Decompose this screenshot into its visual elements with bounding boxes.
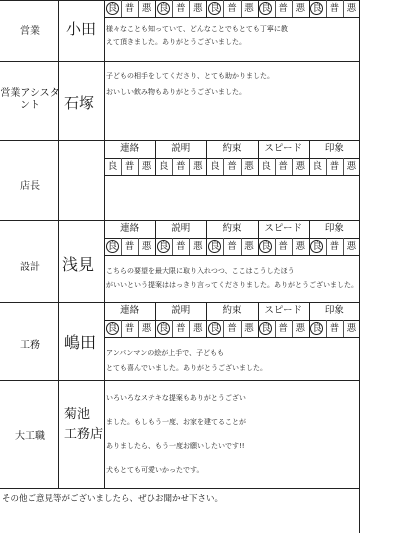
rating-divider <box>172 320 173 337</box>
comment-line: がいいという提案ははっきり言ってくださりました。ありがとうございました。 <box>106 281 358 289</box>
rating-option-bad[interactable]: 悪 <box>141 241 152 252</box>
rating-divider <box>343 0 344 17</box>
rating-category-label: 印象 <box>324 143 344 154</box>
rating-divider <box>292 0 293 17</box>
rating-option-good[interactable]: 良 <box>208 320 222 337</box>
signature: 嶋田 <box>64 333 97 352</box>
rating-category-label: 説明 <box>171 305 191 316</box>
role-label: 設計 <box>20 262 40 273</box>
comment-line: おいしい飲み物もありがとうございました。 <box>106 88 246 96</box>
rating-divider <box>343 320 344 337</box>
rating-divider <box>189 320 190 337</box>
rating-divider <box>326 158 327 175</box>
rating-divider <box>292 238 293 255</box>
row-divider <box>0 61 360 62</box>
rating-option-good[interactable]: 良 <box>210 161 220 172</box>
rating-category-label: 連絡 <box>120 305 140 316</box>
rating-option-bad[interactable]: 悪 <box>141 323 152 334</box>
rating-divider <box>275 158 276 175</box>
rating-option-good[interactable]: 良 <box>208 0 222 17</box>
comment-line: アンパンマンの絵が上手で、子どもも <box>106 349 225 357</box>
rating-option-good[interactable]: 良 <box>312 161 323 172</box>
rating-divider <box>138 320 139 337</box>
rating-option-bad[interactable]: 悪 <box>295 323 305 334</box>
rating-divider <box>343 158 344 175</box>
rating-option-bad[interactable]: 悪 <box>295 241 305 252</box>
rating-option-average[interactable]: 普 <box>278 161 288 172</box>
rating-option-average[interactable]: 普 <box>329 161 340 172</box>
rating-option-average[interactable]: 普 <box>278 323 288 334</box>
rating-option-bad[interactable]: 悪 <box>244 161 254 172</box>
comment-line: 子どもの相手をしてくださり、とても助かりました。 <box>106 72 274 80</box>
rating-option-bad[interactable]: 悪 <box>295 3 305 14</box>
rating-option-average[interactable]: 普 <box>227 161 237 172</box>
rating-divider <box>343 238 344 255</box>
rating-option-good[interactable]: 良 <box>208 238 222 255</box>
signature: 浅見 <box>62 255 95 274</box>
rating-category-label: 約束 <box>222 305 242 316</box>
rating-divider <box>121 320 122 337</box>
rating-option-bad[interactable]: 悪 <box>193 3 203 14</box>
rating-option-good[interactable]: 良 <box>158 161 169 172</box>
rating-divider <box>104 175 360 176</box>
comment-line: 様々なことも知っていて、どんなことでもとても丁寧に教 <box>106 25 288 33</box>
rating-option-average[interactable]: 普 <box>176 323 186 334</box>
rating-divider <box>172 0 173 17</box>
rating-option-good[interactable]: 良 <box>106 238 120 255</box>
rating-category-label: 連絡 <box>120 223 140 234</box>
rating-option-average[interactable]: 普 <box>124 3 135 14</box>
comment <box>106 346 267 376</box>
rating-divider <box>292 158 293 175</box>
role-label: 営業 <box>20 26 40 37</box>
rating-divider <box>189 158 190 175</box>
role-label: 大工職 <box>15 431 45 442</box>
rating-divider <box>189 0 190 17</box>
rating-divider <box>223 320 224 337</box>
rating-divider <box>121 0 122 17</box>
rating-option-average[interactable]: 普 <box>227 3 237 14</box>
rating-option-bad[interactable]: 悪 <box>346 241 357 252</box>
rating-option-bad[interactable]: 悪 <box>295 161 305 172</box>
comment-line: ました。もしもう一度、お家を建てることが <box>106 418 246 426</box>
rating-option-bad[interactable]: 悪 <box>346 3 357 14</box>
rating-option-good[interactable]: 良 <box>310 238 324 255</box>
rating-divider <box>326 0 327 17</box>
signature: 菊池 工務店 <box>64 407 104 442</box>
rating-option-good[interactable]: 良 <box>106 320 120 337</box>
rating-option-average[interactable]: 普 <box>124 161 135 172</box>
row-divider <box>0 380 360 381</box>
rating-category-label: スピード <box>264 143 302 154</box>
comment <box>106 264 358 292</box>
rating-option-good[interactable]: 良 <box>310 0 324 17</box>
rating-divider <box>326 238 327 255</box>
rating-category-label: 印象 <box>324 305 344 316</box>
rating-option-bad[interactable]: 悪 <box>193 241 203 252</box>
rating-category-label: 説明 <box>171 223 191 234</box>
rating-divider <box>292 320 293 337</box>
rating-option-good[interactable]: 良 <box>107 161 118 172</box>
rating-divider <box>138 158 139 175</box>
rating-option-average[interactable]: 普 <box>176 3 186 14</box>
rating-option-average[interactable]: 普 <box>227 241 237 252</box>
comment-line: いろいろなステキな提案もありがとうござい <box>106 394 246 402</box>
rating-option-good[interactable]: 良 <box>157 238 171 255</box>
rating-divider <box>172 238 173 255</box>
rating-option-average[interactable]: 普 <box>329 323 340 334</box>
comment-line: ありましたら、もう一度お願いしたいです!! <box>106 442 245 450</box>
rating-option-good[interactable]: 良 <box>157 0 171 17</box>
comment <box>106 386 246 482</box>
rating-divider <box>189 238 190 255</box>
rating-divider <box>104 17 360 18</box>
rating-option-bad[interactable]: 悪 <box>346 323 357 334</box>
rating-option-bad[interactable]: 悪 <box>141 161 152 172</box>
rating-category-label: 説明 <box>171 143 191 154</box>
rating-option-good[interactable]: 良 <box>157 320 171 337</box>
rating-option-good[interactable]: 良 <box>310 320 324 337</box>
rating-option-average[interactable]: 普 <box>124 323 135 334</box>
rating-divider <box>275 0 276 17</box>
rating-option-average[interactable]: 普 <box>176 161 186 172</box>
rating-option-bad[interactable]: 悪 <box>244 3 254 14</box>
comment <box>106 23 288 49</box>
rating-divider <box>223 158 224 175</box>
rating-option-average[interactable]: 普 <box>278 241 288 252</box>
rating-category-label: 約束 <box>222 143 242 154</box>
rating-divider <box>104 337 360 338</box>
rating-option-average[interactable]: 普 <box>227 323 237 334</box>
rating-option-bad[interactable]: 悪 <box>193 161 203 172</box>
col-divider <box>58 0 59 488</box>
rating-option-average[interactable]: 普 <box>124 241 135 252</box>
rating-option-bad[interactable]: 悪 <box>141 3 152 14</box>
rating-option-average[interactable]: 普 <box>329 241 340 252</box>
rating-option-good[interactable]: 良 <box>106 0 120 17</box>
footer-note: その他ご意見等がございましたら、ぜひお聞かせ下さい。 <box>2 494 224 504</box>
rating-divider <box>104 255 360 256</box>
rating-option-bad[interactable]: 悪 <box>244 241 254 252</box>
rating-divider <box>138 238 139 255</box>
comment <box>106 68 274 100</box>
rating-divider <box>223 238 224 255</box>
row-divider <box>0 488 360 489</box>
rating-divider <box>172 158 173 175</box>
rating-category-label: スピード <box>264 223 302 234</box>
role-label: 営業アシスタント <box>0 88 60 111</box>
signature: 小田 <box>66 20 97 38</box>
role-label: 店長 <box>20 181 40 192</box>
rating-divider <box>138 0 139 17</box>
comment-line: とても喜んでいました。ありがとうございました。 <box>106 364 267 372</box>
rating-divider <box>121 158 122 175</box>
rating-divider <box>121 238 122 255</box>
rating-divider <box>275 238 276 255</box>
comment-line: えて頂きました。ありがとうございました。 <box>106 38 246 46</box>
role-label: 工務 <box>20 340 40 351</box>
rating-divider <box>326 320 327 337</box>
rating-divider <box>241 158 242 175</box>
rating-category-label: スピード <box>264 305 302 316</box>
rating-option-good[interactable]: 良 <box>259 0 273 17</box>
rating-option-good[interactable]: 良 <box>259 238 273 255</box>
rating-option-good[interactable]: 良 <box>259 320 273 337</box>
rating-option-bad[interactable]: 悪 <box>244 323 254 334</box>
rating-category-label: 印象 <box>324 223 344 234</box>
rating-divider <box>241 238 242 255</box>
rating-option-good[interactable]: 良 <box>261 161 271 172</box>
rating-divider <box>241 0 242 17</box>
signature: 石塚 <box>64 94 95 112</box>
rating-divider <box>241 320 242 337</box>
comment-line: 犬もとても可愛いかったです。 <box>106 466 204 474</box>
rating-option-average[interactable]: 普 <box>278 3 288 14</box>
rating-option-average[interactable]: 普 <box>329 3 340 14</box>
rating-divider <box>275 320 276 337</box>
rating-option-average[interactable]: 普 <box>176 241 186 252</box>
rating-divider <box>223 0 224 17</box>
rating-category-label: 連絡 <box>120 143 140 154</box>
rating-category-label: 約束 <box>222 223 242 234</box>
rating-option-bad[interactable]: 悪 <box>346 161 357 172</box>
comment-line: こちらの要望を最大限に取り入れつつ、ここはこうしたほう <box>106 267 295 275</box>
rating-option-bad[interactable]: 悪 <box>193 323 203 334</box>
